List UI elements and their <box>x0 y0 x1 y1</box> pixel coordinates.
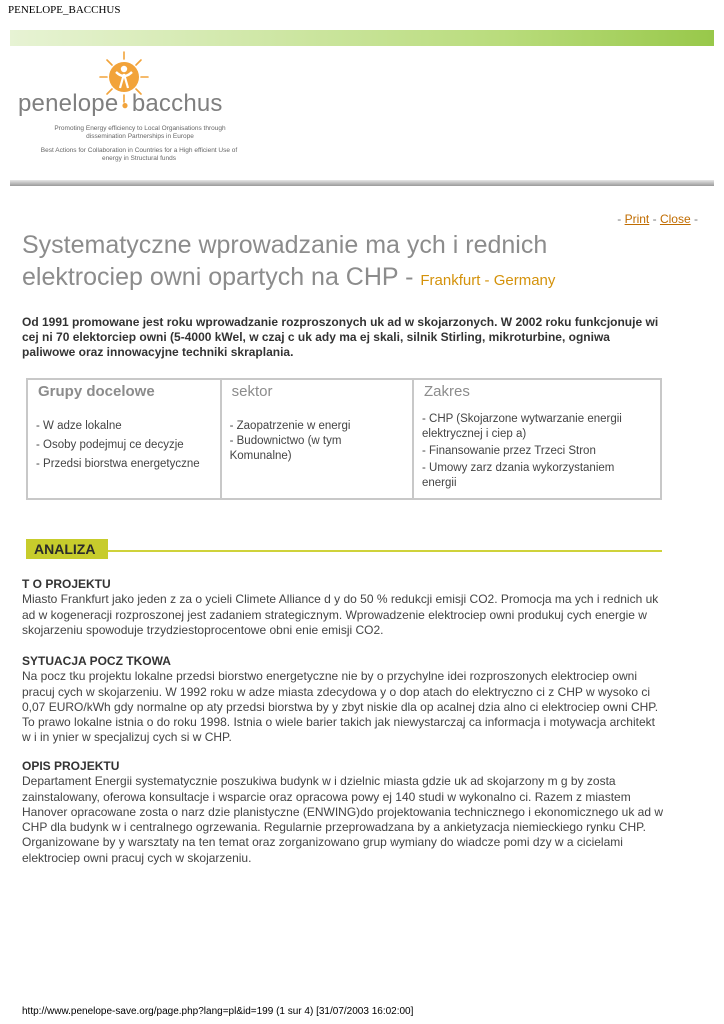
target-group-item: - W adze lokalne <box>36 420 122 432</box>
lead-paragraph: Od 1991 promowane jest roku wprowadzanie rozproszonych uk ad w skojarzonych. W 2002 roku funkcjonuje wi cej ni 70 elektorciep owni (5-4000 kWel, w czaj c uk ady ma ej skali, silnik Stirling, mikroturbine, ogniwa paliwowe oraz innowacyjne techniki skraplania. <box>22 315 659 359</box>
initial-situation-block <box>22 654 666 746</box>
initial-heading: SYTUACJA POCZ TKOWA <box>22 654 171 668</box>
analysis-section-header <box>26 539 662 559</box>
description-block <box>22 759 666 866</box>
title-dash: - <box>405 263 414 291</box>
logo-wordmark <box>18 90 223 118</box>
sector-item: - Budownictwo (w tym Komunalne) <box>229 435 342 462</box>
logo-tagline-1: Promoting Energy efficiency to Local Organisations through dissemination Partnerships in Europe <box>54 125 226 140</box>
description-text: Departament Energii systematycznie poszukiwa budynk w i dzielnic miasta gdzie uk ad skojarzony m g by zosta zainstalowany, oferowa konsultacje i wsparcie oraz opracowa powy ej 140 studi w wykonalno ci. Razem z miastem Hanover opracowane zosta o narz dzie planistyczne (ENWING)do projektowania technicznego i ekonomicznego uk ad w CHP dla budynk w i centralnego ogrzewania. Regularnie przeprowadzana by a ankietyzacja niemieckiego rynku CHP. Organizowane by y warsztaty na ten temat oraz zorganizowano grup wymiany do wiadcze pomi dzy w a cicielami elektrociep owni pracuj cych w skojarzeniu. <box>22 774 663 865</box>
page-title <box>22 229 662 297</box>
browser-title: PENELOPE_BACCHUS <box>8 4 121 16</box>
scope-item: - Finansowanie przez Trzeci Stron <box>422 445 596 457</box>
close-link[interactable]: Close <box>659 212 691 226</box>
logo-name-left: penelope <box>18 90 119 117</box>
scope-cell <box>413 379 661 499</box>
scope-item: - Umowy zarz dzania wykorzystaniem energii <box>422 462 615 489</box>
sector-cell <box>221 379 413 499</box>
banner-divider <box>10 180 714 186</box>
header-banner <box>10 30 714 188</box>
section-label: ANALIZA <box>26 539 108 559</box>
logo-tagline-2: Best Actions for Collaboration in Countries for a High efficient Use of energy in Structural funds <box>40 147 238 162</box>
target-group-item: - Przedsi biorstwa energetyczne <box>36 458 200 470</box>
initial-text: Na pocz tku projektu lokalne przedsi biorstwo energetyczne nie by o przychylne idei rozproszonych elektrociep owni pracuj cych w skojarzeniu. W 1992 roku w adze miasta zdecydowa y o dop atach do elektryczno ci z CHP w wysoko ci 0,07 EURO/kWh gdy normalne op aty przedsi biorstwa by y zbyt niskie dla op acalnej dzia alno ci elektrociep owni CHP. To prawo lokalne istnia o do roku 1998. Istnia o wiele barier takich jak niewystarczaj ca informacja i motywacja architekt w i in ynier w specjalizuj cych si w CHP. <box>22 669 659 745</box>
about-heading: T O PROJEKTU <box>22 577 111 591</box>
project-attributes-table <box>26 378 662 500</box>
scope-header: Zakres <box>424 383 470 400</box>
green-header-bar <box>10 30 714 46</box>
logo-name-right: bacchus <box>131 90 223 117</box>
description-heading: OPIS PROJEKTU <box>22 759 120 773</box>
title-main: Systematyczne wprowadzanie ma ych i rednich elektrociep owni opartych na CHP <box>22 231 548 291</box>
target-groups-cell <box>27 379 221 499</box>
footer-url: http://www.penelope-save.org/page.php?lang=pl&id=199 (1 sur 4) [31/07/2003 16:02:00] <box>22 1006 414 1017</box>
sector-item: - Zaopatrzenie w energi <box>229 420 351 432</box>
scope-item: - CHP (Skojarzone wytwarzanie energii elektrycznej i ciep a) <box>422 413 622 440</box>
title-location: Frankfurt - Germany <box>420 272 556 289</box>
about-block <box>22 577 666 638</box>
target-groups-header: Grupy docelowe <box>38 383 155 400</box>
page-actions: - Print - Close - <box>617 212 698 226</box>
sector-header: sektor <box>231 383 273 400</box>
section-rule <box>26 550 662 552</box>
logo-dot-icon: ● <box>121 97 129 112</box>
target-group-item: - Osoby podejmuj ce decyzje <box>36 439 184 451</box>
about-text: Miasto Frankfurt jako jeden z za o ycieli Climete Alliance d y do 50 % redukcji emisji CO2. Promocja ma ych i rednich uk ad w kogeneracji rozproszonej jest zadaniem strategicznym. Wprowadzenie elektrociep owni produkuj cych energie w skojarzeniu spowoduje trzydziestoprocentowe obni enie emisji CO2. <box>22 592 659 637</box>
print-link[interactable]: Print <box>624 212 650 226</box>
